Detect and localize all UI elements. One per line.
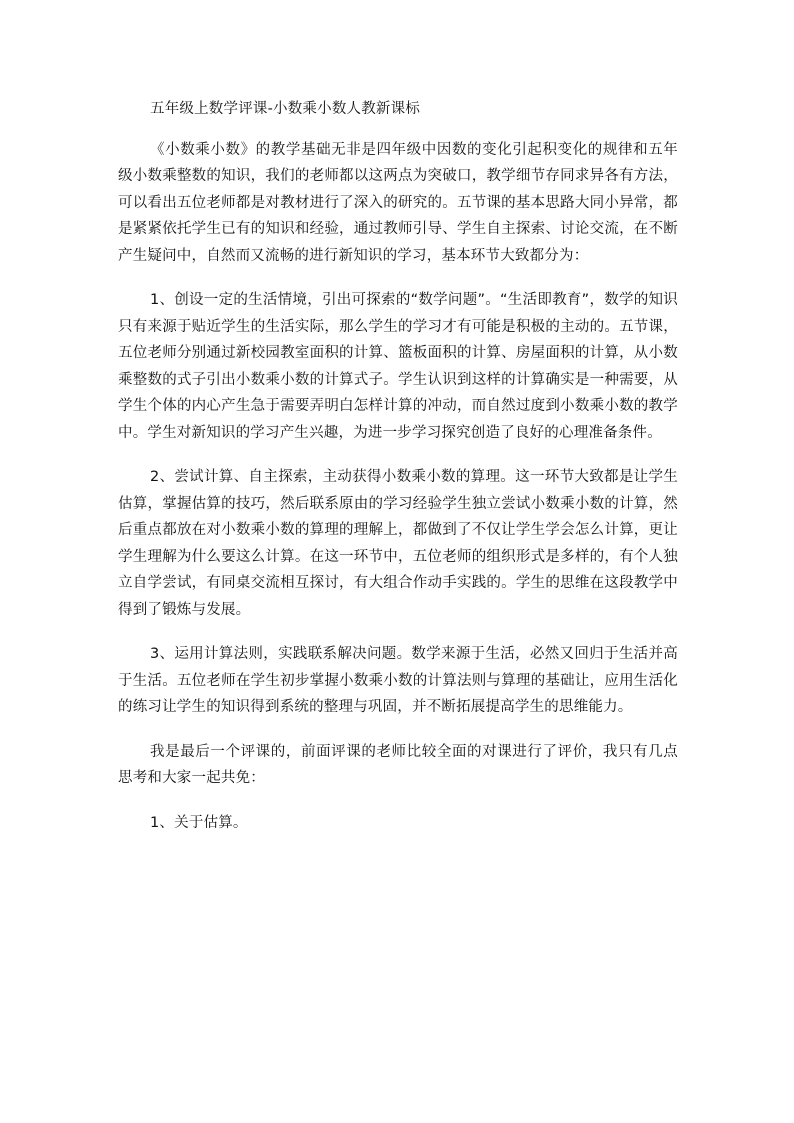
paragraph-point-1: 1、创设一定的生活情境，引出可探索的“数学问题”。“生活即教育”，数学的知识只有来源于贴近学生的生活实际，那么学生的学习才有可能是积极的主动的。五节课，五位老师分别通过新校园教室面积的计算、篮板面积的计算、房屋面积的计算，从小数乘整数的式子引出小数乘小数的计算式子。学生认识到这样的计算确实是一种需要，从学生个体的内心产生急于需要弄明白怎样计算的冲动，而自然过度到小数乘小数的教学中。学生对新知识的学习产生兴趣，为进一步学习探究创造了良好的心理准备条件。 (118, 292, 678, 441)
paragraph-estimation-heading: 1、关于估算。 (150, 814, 248, 831)
paragraph-point-3: 3、运用计算法则，实践联系解决问题。数学来源于生活，必然又回归于生活并高于生活。五位老师在学生初步掌握小数乘小数的计算法则与算理的基础让，应用生活化的练习让学生的知识得到系统的整理与巩固，并不断拓展提高学生的思维能力。 (118, 646, 678, 715)
paragraph-reflection: 我是最后一个评课的，前面评课的老师比较全面的对课进行了评价，我只有几点思考和大家一起共免： (118, 743, 678, 786)
document-body (118, 96, 678, 854)
document-title: 五年级上数学评课-小数乘小数人教新课标 (150, 101, 421, 117)
paragraph-intro: 《小数乘小数》的教学基础无非是四年级中因数的变化引起积变化的规律和五年级小数乘整数的知识，我们的老师都以这两点为突破口，教学细节存同求异各有方法，可以看出五位老师都是对教材进行了深入的研究的。五节课的基本思路大同小异常，都是紧紧依托学生已有的知识和经验，通过教师引导、学生自主探索、讨论交流，在不断产生疑问中，自然而又流畅的进行新知识的学习，基本环节大致都分为： (118, 141, 678, 264)
paragraph-point-2: 2、尝试计算、自主探索，主动获得小数乘小数的算理。这一环节大致都是让学生估算，掌握估算的技巧，然后联系原由的学习经验学生独立尝试小数乘小数的计算，然后重点都放在对小数乘小数的算理的理解上，都做到了不仅让学生学会怎么计算，更让学生理解为什么要这么计算。在这一环节中，五位老师的组织形式是多样的，有个人独立自学尝试，有同桌交流相互探讨，有大组合作动手实践的。学生的思维在这段教学中得到了锻炼与发展。 (118, 469, 678, 618)
